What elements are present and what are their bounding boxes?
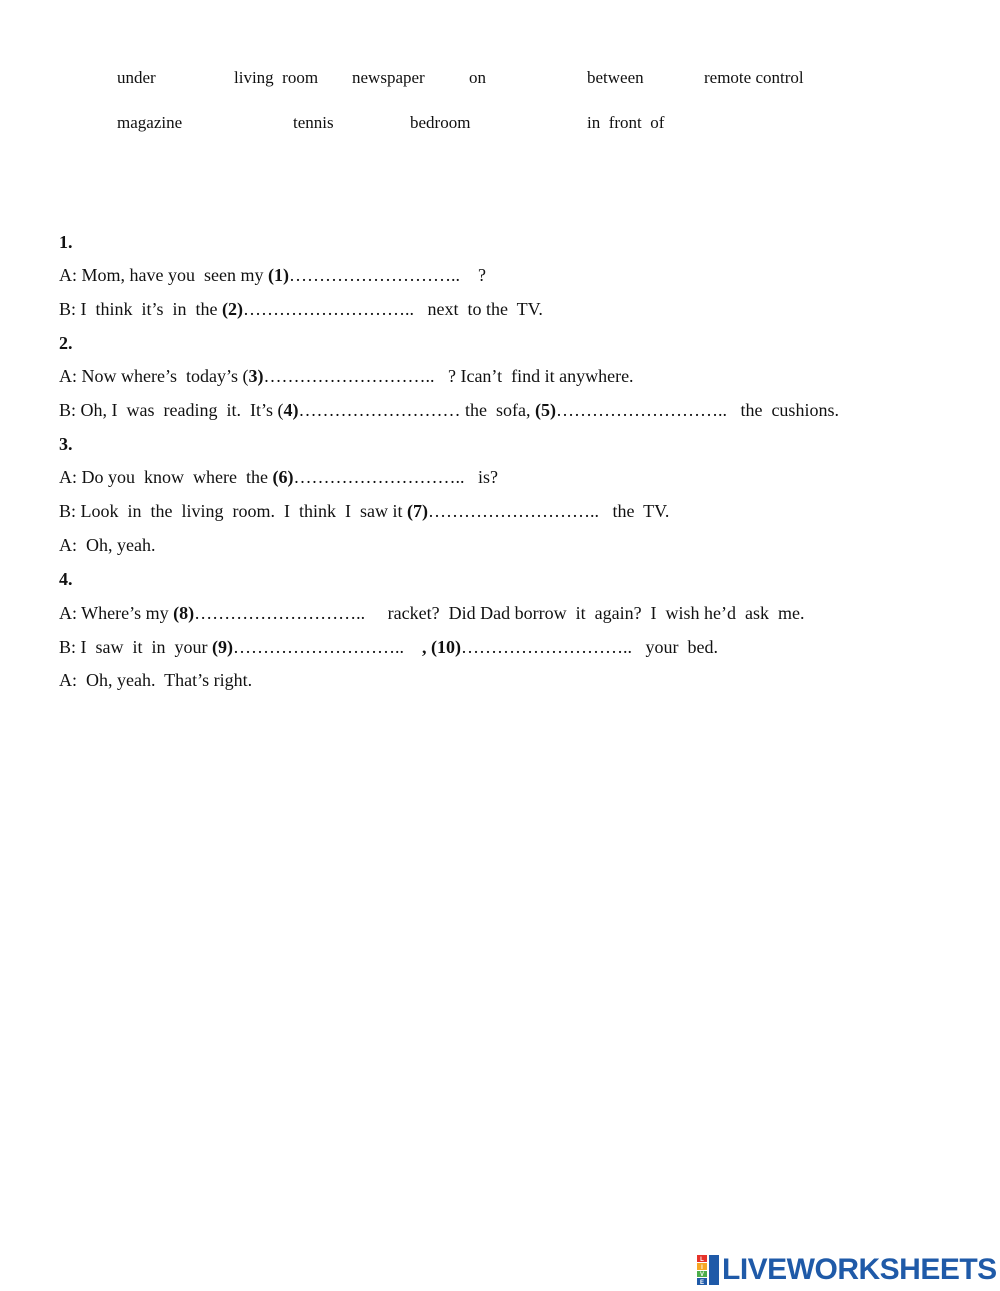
dialog-line (59, 637, 718, 658)
icon-letter: E (699, 1280, 705, 1285)
live-blocks-icon (697, 1255, 719, 1285)
line-text: ……………………….. the TV. (427, 501, 670, 521)
blank-label-4[interactable]: 4) (283, 400, 299, 420)
line-text: A: Oh, yeah. That’s right. (59, 670, 253, 690)
line-text: ……………………….. racket? Did Dad borrow it again? I wish he’d ask me. (194, 603, 805, 623)
line-text: ……………………….. ? Ican’t find it anywhere. (263, 366, 634, 386)
line-text: B: I think it’s in the (59, 299, 223, 319)
dialog-number: 1. (59, 232, 73, 252)
line-text: A: Oh, yeah. (59, 535, 156, 555)
line-text: ……………………….. is? (293, 467, 498, 487)
blank-label-9[interactable]: (9) (212, 637, 233, 657)
word-bedroom: bedroom (410, 113, 471, 132)
icon-letter: I (701, 1265, 703, 1271)
icon-letter: V (699, 1272, 705, 1278)
blank-label-7[interactable]: (7) (406, 501, 428, 521)
word-between: between (587, 68, 644, 87)
word-tennis: tennis (293, 113, 334, 132)
dialog-line (59, 400, 839, 421)
word-living-room: living room (234, 68, 319, 87)
line-text: ……………………….. next to the TV. (243, 299, 543, 319)
line-text: ……………………….. your bed. (461, 637, 718, 657)
line-text: ……………………….. ? (288, 265, 486, 285)
dialog-line (59, 535, 155, 556)
dialog-number: 2. (59, 333, 73, 353)
blank-label-10[interactable]: , (10) (422, 637, 461, 657)
word-magazine: magazine (117, 113, 183, 132)
dialog-line (59, 603, 805, 624)
line-text: ……………………… the sofa, (298, 400, 535, 420)
word-remote-control: remote control (704, 68, 804, 87)
line-text: A: Mom, have you seen my (59, 265, 268, 285)
icon-letter: L (700, 1257, 704, 1263)
blank-label-5[interactable]: (5) (534, 400, 556, 420)
blank-label-3[interactable]: 3) (248, 366, 264, 386)
line-text: A: Do you know where the (59, 467, 273, 487)
line-text: B: I saw it in your (59, 637, 212, 657)
dialog-line (59, 265, 486, 286)
word-in-front-of: in front of (587, 113, 665, 132)
line-text: B: Oh, I was reading it. It’s ( (59, 400, 284, 420)
word-on: on (469, 68, 486, 87)
blank-label-6[interactable]: (6) (272, 467, 294, 487)
dialog-line (59, 299, 543, 320)
line-text: A: Now where’s today’s ( (59, 366, 249, 386)
dialog-line (59, 467, 498, 488)
blank-label-1[interactable]: (1) (267, 265, 289, 285)
line-text: ……………………….. the cushions. (555, 400, 839, 420)
dialog-line (59, 366, 634, 387)
dialog-number: 4. (59, 569, 73, 589)
dialog-number: 3. (59, 434, 73, 454)
line-text: B: Look in the living room. I think I saw it (59, 501, 407, 521)
dialog-line (59, 670, 252, 691)
word-newspaper: newspaper (352, 68, 425, 87)
word-under: under (117, 68, 156, 87)
blank-label-2[interactable]: (2) (222, 299, 244, 319)
dialog-line (59, 501, 669, 522)
blank-label-8[interactable]: (8) (173, 603, 195, 623)
liveworksheets-logo (697, 1254, 997, 1286)
line-text: ……………………….. (233, 637, 422, 657)
line-text: A: Where’s my (59, 603, 174, 623)
logo-text: LIVEWORKSHEETS (722, 1253, 997, 1286)
